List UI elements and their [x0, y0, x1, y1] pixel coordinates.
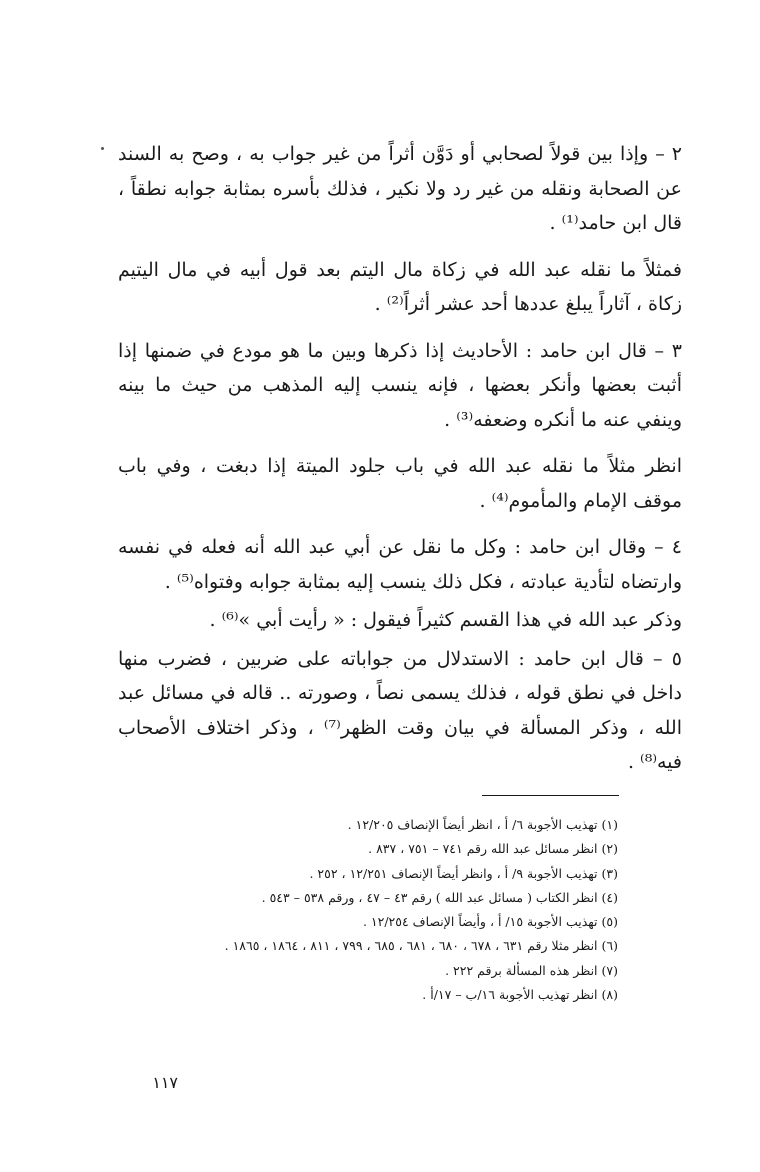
margin-mark — [101, 147, 104, 150]
footnote: (١) تهذيب الأجوبة ٦/ أ ، انظر أيضاً الإنصاف ١٢/٢٠٥ . — [347, 817, 618, 832]
footnote: (٥) تهذيب الأجوبة ١٥/ أ ، وأيضاً الإنصاف ١٢/٢٥٤ . — [362, 914, 618, 930]
page-number: ١١٧ — [152, 1073, 178, 1092]
footnote-divider — [482, 795, 619, 796]
paragraph-5: ٥ – قال ابن حامد : الاستدلال من جواباته على ضربين ، فضرب منها داخل في نطق قوله ، فذلك يسمى نصاً ، وصورته .. قاله في مسائل عبد الله ، وذكر المسألة في بيان وقت الظهر⁽⁷⁾ ، وذكر اختلاف الأصحاب فيه⁽⁸⁾ . — [118, 647, 682, 773]
paragraph-3: ٣ – قال ابن حامد : الأحاديث إذا ذكرها وبين ما هو مودع في ضمنها إذا أثبت بعضها وأنكر بعضها ، فإنه ينسب إليه المذهب من حيث ما بينه وينفي عنه ما أنكره وضعفه⁽³⁾ . — [118, 339, 682, 431]
paragraph-example-skins: انظر مثلاً ما نقله عبد الله في باب جلود الميتة إذا دبغت ، وفي باب موقف الإمام والمأموم⁽⁴⁾ . — [118, 455, 682, 512]
footnotes — [170, 813, 618, 1007]
footnote: (٤) انظر الكتاب ( مسائل عبد الله ) رقم ٤٣ – ٤٧ ، ورقم ٥٣٨ – ٥٤٣ . — [261, 889, 618, 905]
main-text — [118, 137, 682, 780]
paragraph-4: ٤ – وقال ابن حامد : وكل ما نقل عن أبي عبد الله أنه فعله في نفسه وارتضاه لتأدية عبادته ، فكل ذلك ينسب إليه بمثابة جوابه وفتواه⁽⁵⁾ . — [118, 536, 682, 593]
footnote: (٣) تهذيب الأجوبة ٩/ أ ، وانظر أيضاً الإنصاف ١٢/٢٥١ ، ٢٥٢ . — [309, 865, 618, 881]
paragraph-ra-aytu-abi: وذكر عبد الله في هذا القسم كثيراً فيقول : « رأيت أبي »⁽⁶⁾ . — [209, 609, 682, 631]
paragraph-example-zakat: فمثلاً ما نقله عبد الله في زكاة مال اليتم بعد قول أبيه في مال اليتيم زكاة ، آثاراً يبلغ عددها أحد عشر أثراً⁽²⁾ . — [118, 258, 682, 315]
footnote: (٢) انظر مسائل عبد الله رقم ٧٤١ – ٧٥١ ، ٨٣٧ . — [368, 841, 618, 857]
footnote: (٦) انظر مثلا رقم ٦٣١ ، ٦٧٨ ، ٦٨٠ ، ٦٨١ ، ٦٨٥ ، ٧٩٩ ، ٨١١ ، ١٨٦٤ ، ١٨٦٥ . — [224, 938, 618, 954]
paragraph-2: ٢ – وإذا بين قولاً لصحابي أو دَوَّن أثراً من غير جواب به ، وصح به السند عن الصحابة ونقله من غير رد ولا نكير ، فذلك بأسره بمثابة جوابه نطقاً ، قال ابن حامد⁽¹⁾ . — [118, 143, 682, 234]
footnote: (٨) انظر تهذيب الأجوبة ١٦/ب – ١٧/أ . — [422, 987, 618, 1003]
footnote: (٧) انظر هذه المسألة برقم ٢٢٢ . — [445, 962, 618, 978]
